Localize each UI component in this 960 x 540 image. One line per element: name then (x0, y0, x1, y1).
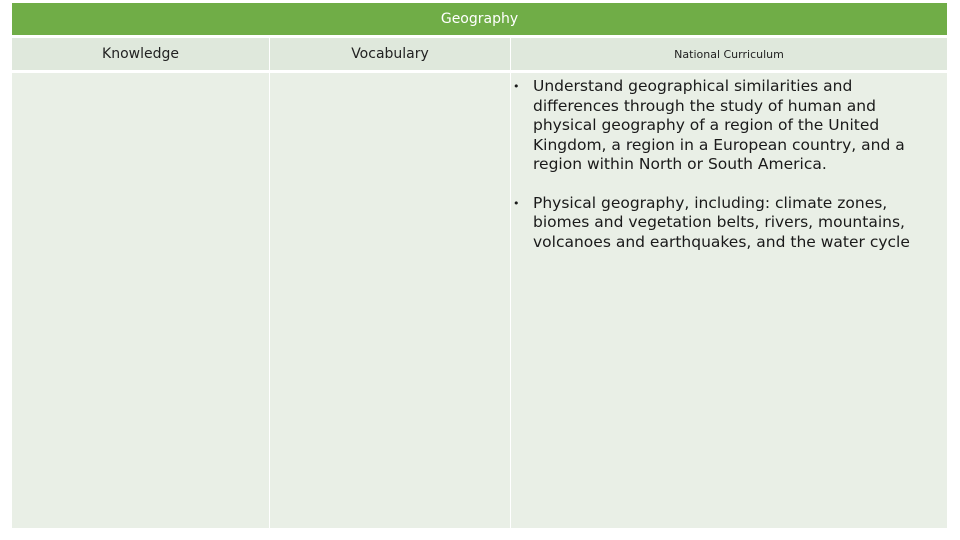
bullet-icon: • (513, 80, 520, 93)
geography-table (12, 3, 947, 528)
header-knowledge: Knowledge (12, 38, 269, 70)
knowledge-cell (12, 73, 269, 528)
curriculum-list (515, 77, 943, 252)
national-curriculum-cell (511, 73, 947, 528)
bullet-icon: • (513, 196, 520, 210)
curriculum-item-text: Understand geographical similarities and differences through the study of human and physical geography of a region of the United Kingdom, a region in a European country, and a region within North or South America. (533, 77, 905, 173)
curriculum-item-text: Physical geography, including: climate zones, biomes and vegetation belts, rivers, mountains, volcanoes and earthquakes, and the water cycle (533, 193, 910, 251)
list-item (515, 194, 943, 253)
header-national-curriculum: National Curriculum (511, 38, 947, 70)
vocabulary-cell (270, 73, 510, 528)
list-item (515, 77, 943, 175)
table-title: Geography (12, 3, 947, 35)
header-vocabulary: Vocabulary (270, 38, 510, 70)
